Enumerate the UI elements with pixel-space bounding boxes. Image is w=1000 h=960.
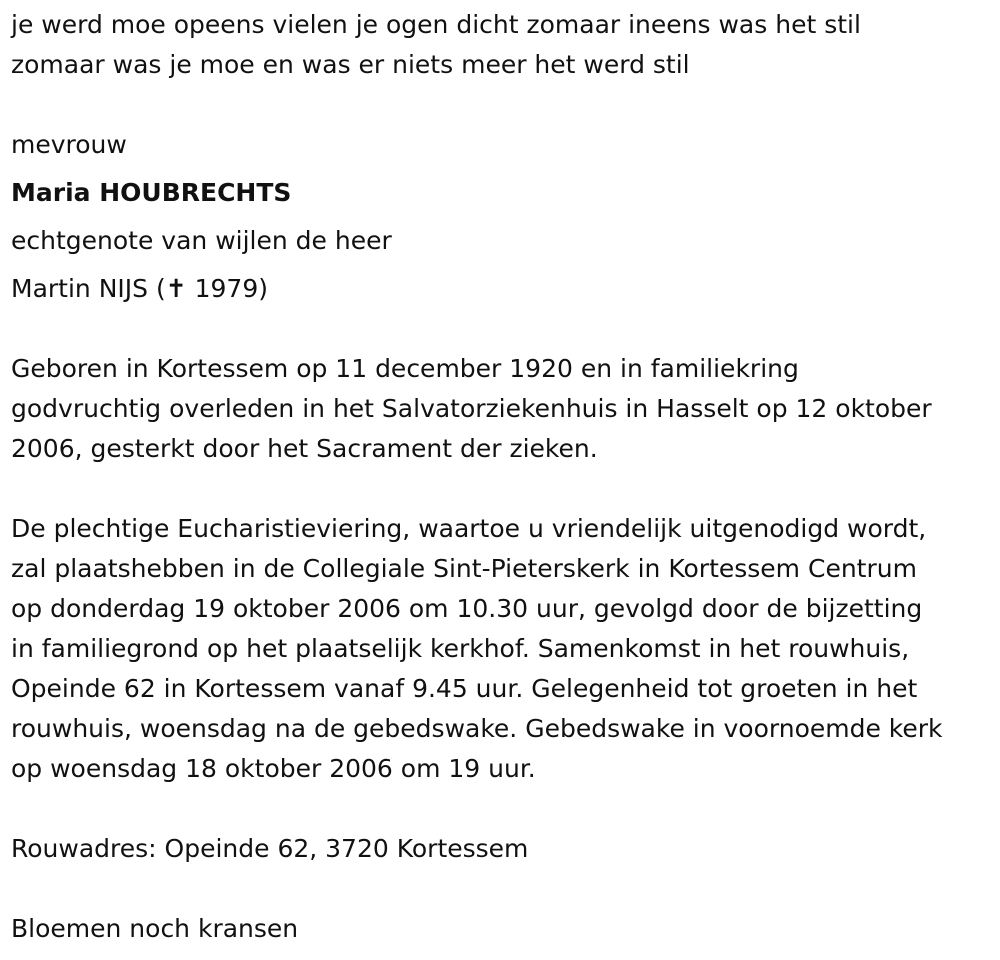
service-line-7: op woensdag 18 oktober 2006 om 19 uur. — [11, 754, 536, 783]
birth-death-line-1: Geboren in Kortessem op 11 december 1920 en in familiekring — [11, 354, 799, 383]
service-line-6: rouwhuis, woensdag na de gebedswake. Gebedswake in voornoemde kerk — [11, 714, 943, 743]
person-relation: echtgenote van wijlen de heer — [11, 226, 392, 255]
birth-death-line-3: 2006, gesterkt door het Sacrament der zieken. — [11, 434, 598, 463]
person-title: mevrouw — [11, 130, 127, 159]
service-line-2: zal plaatshebben in de Collegiale Sint-Pieterskerk in Kortessem Centrum — [11, 554, 917, 583]
service-line-3: op donderdag 19 oktober 2006 om 10.30 uur, gevolgd door de bijzetting — [11, 594, 923, 623]
service-line-4: in familiegrond op het plaatselijk kerkhof. Samenkomst in het rouwhuis, — [11, 634, 910, 663]
mourning-address: Rouwadres: Opeinde 62, 3720 Kortessem — [11, 834, 529, 863]
person-name: Maria HOUBRECHTS — [11, 178, 292, 207]
service-line-1: De plechtige Eucharistieviering, waartoe u vriendelijk uitgenodigd wordt, — [11, 514, 927, 543]
spouse-name: Martin NIJS (✝ 1979) — [11, 274, 268, 303]
poem-line-2: zomaar was je moe en was er niets meer het werd stil — [11, 50, 690, 79]
flowers-notice: Bloemen noch kransen — [11, 914, 299, 943]
service-line-5: Opeinde 62 in Kortessem vanaf 9.45 uur. Gelegenheid tot groeten in het — [11, 674, 918, 703]
poem-line-1: je werd moe opeens vielen je ogen dicht zomaar ineens was het stil — [11, 10, 861, 39]
birth-death-line-2: godvruchtig overleden in het Salvatorziekenhuis in Hasselt op 12 oktober — [11, 394, 932, 423]
